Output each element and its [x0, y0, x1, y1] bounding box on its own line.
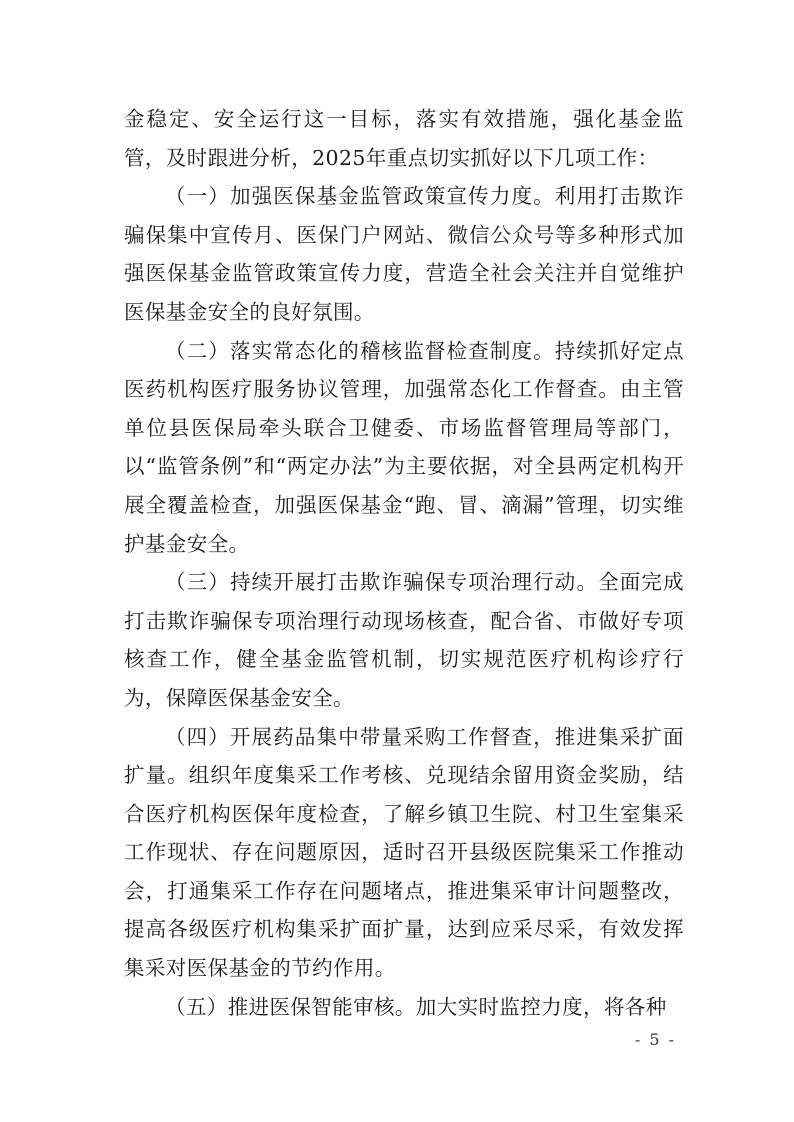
paragraph-continuation: 金稳定、安全运行这一目标，落实有效措施，强化基金监管，及时跟进分析，2025年重点切实抓好以下几项工作：: [124, 107, 684, 170]
paragraph-item-1: （一）加强医保基金监管政策宣传力度。利用打击欺诈骗保集中宣传月、医保门户网站、微信公众号等多种形式加强医保基金监管政策宣传力度，营造全社会关注并自觉维护医保基金安全的良好氛围。: [124, 184, 684, 324]
paragraph-item-4: （四）开展药品集中带量采购工作督查，推进集采扩面扩量。组织年度集采工作考核、兑现结余留用资金奖励，结合医疗机构医保年度检查，了解乡镇卫生院、村卫生室集采工作现状、存在问题原因，适时召开县级医院集采工作推动会，打通集采工作存在问题堵点，推进集采审计问题整改，提高各级医疗机构集采扩面扩量，达到应采尽采，有效发挥集采对医保基金的节约作用。: [124, 724, 684, 981]
paragraph-item-2: （二）落实常态化的稽核监督检查制度。持续抓好定点医药机构医疗服务协议管理，加强常态化工作督查。由主管单位县医保局牵头联合卫健委、市场监督管理局等部门，以“监管条例”和“两定办法”为主要依据，对全县两定机构开展全覆盖检查，加强医保基金“跑、冒、滴漏”管理，切实维护基金安全。: [124, 338, 684, 556]
paragraph-item-5: （五）推进医保智能审核。加大实时监控力度，将各种: [165, 994, 667, 1019]
paragraph-item-3: （三）持续开展打击欺诈骗保专项治理行动。全面完成打击欺诈骗保专项治理行动现场核查，配合省、市做好专项核查工作，健全基金监管机制，切实规范医疗机构诊疗行为，保障医保基金安全。: [124, 570, 684, 710]
page-number: - 5 -: [634, 1030, 676, 1049]
document-body: [124, 100, 684, 1026]
